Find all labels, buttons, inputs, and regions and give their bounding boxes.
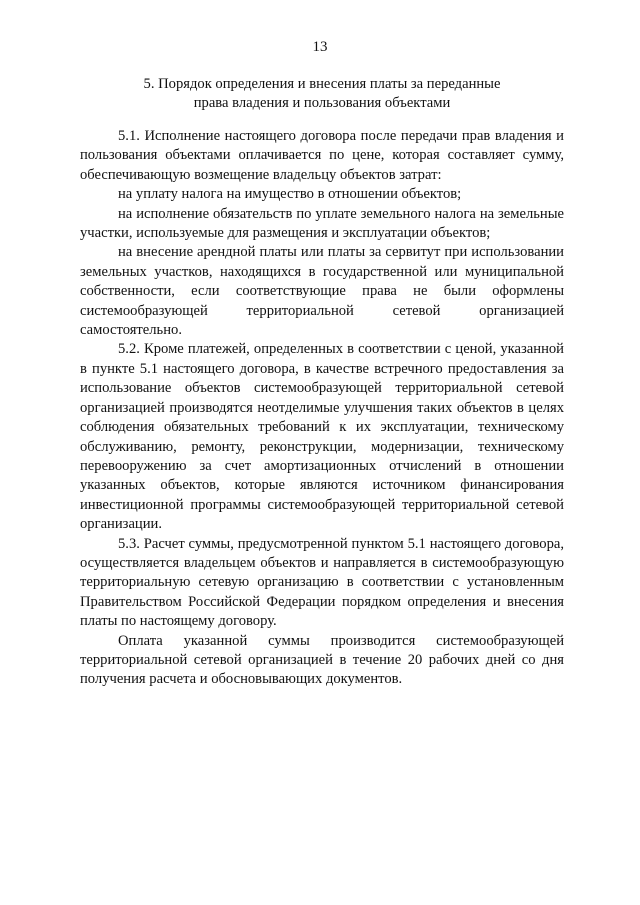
document-body (80, 127, 564, 690)
paragraph-property-tax: на уплату налога на имущество в отношении объектов; (118, 186, 462, 203)
paragraph-payment: Оплата указанной суммы производится системообразующей территориальной сетевой организацией в течение 20 рабочих дней со дня получения расчета и обосновывающих документов. (80, 632, 564, 688)
paragraph-5-3: 5.3. Расчет суммы, предусмотренной пунктом 5.1 настоящего договора, осуществляется владельцем объектов и направляется в системообразующую территориальную сетевую организацию в соответствии с установленным Правительством Российской Федерации порядком определения и внесения платы по настоящему договору. (80, 535, 564, 630)
section-title (80, 75, 564, 113)
section-title-line-1: 5. Порядок определения и внесения платы за переданные (143, 76, 501, 92)
paragraph-rent-servitude: на внесение арендной платы или платы за сервитут при использовании земельных участков, находящихся в государственной или муниципальной собственности, если соответствующие права не были оформлены системообразующей территориальной сетевой организацией самостоятельно. (80, 244, 564, 339)
paragraph-land-tax: на исполнение обязательств по уплате земельного налога на земельные участки, используемые для размещения и эксплуатации объектов; (80, 205, 564, 242)
section-title-line-2: права владения и пользования объектами (193, 95, 451, 111)
page-number: 13 (312, 39, 328, 55)
paragraph-5-1: 5.1. Исполнение настоящего договора после передачи прав владения и пользования объектами оплачивается по цене, которая составляет сумму, обеспечивающую возмещение владельцу объектов затрат: (80, 128, 564, 183)
paragraph-5-2: 5.2. Кроме платежей, определенных в соответствии с ценой, указанной в пункте 5.1 настоящего договора, в качестве встречного предоставления за использование объектов системообразующей территориальной сетевой организацией производятся неотделимые улучшения таких объектов в целях соблюдения обязательных требований к их эксплуатации, техническому обслуживанию, ремонту, реконструкции, модернизации, техническому перевооружению за счет амортизационных отчислений в отношении указанных объектов, которые являются источником финансирования инвестиционной программы системообразующей территориальной сетевой организации. (80, 341, 564, 533)
